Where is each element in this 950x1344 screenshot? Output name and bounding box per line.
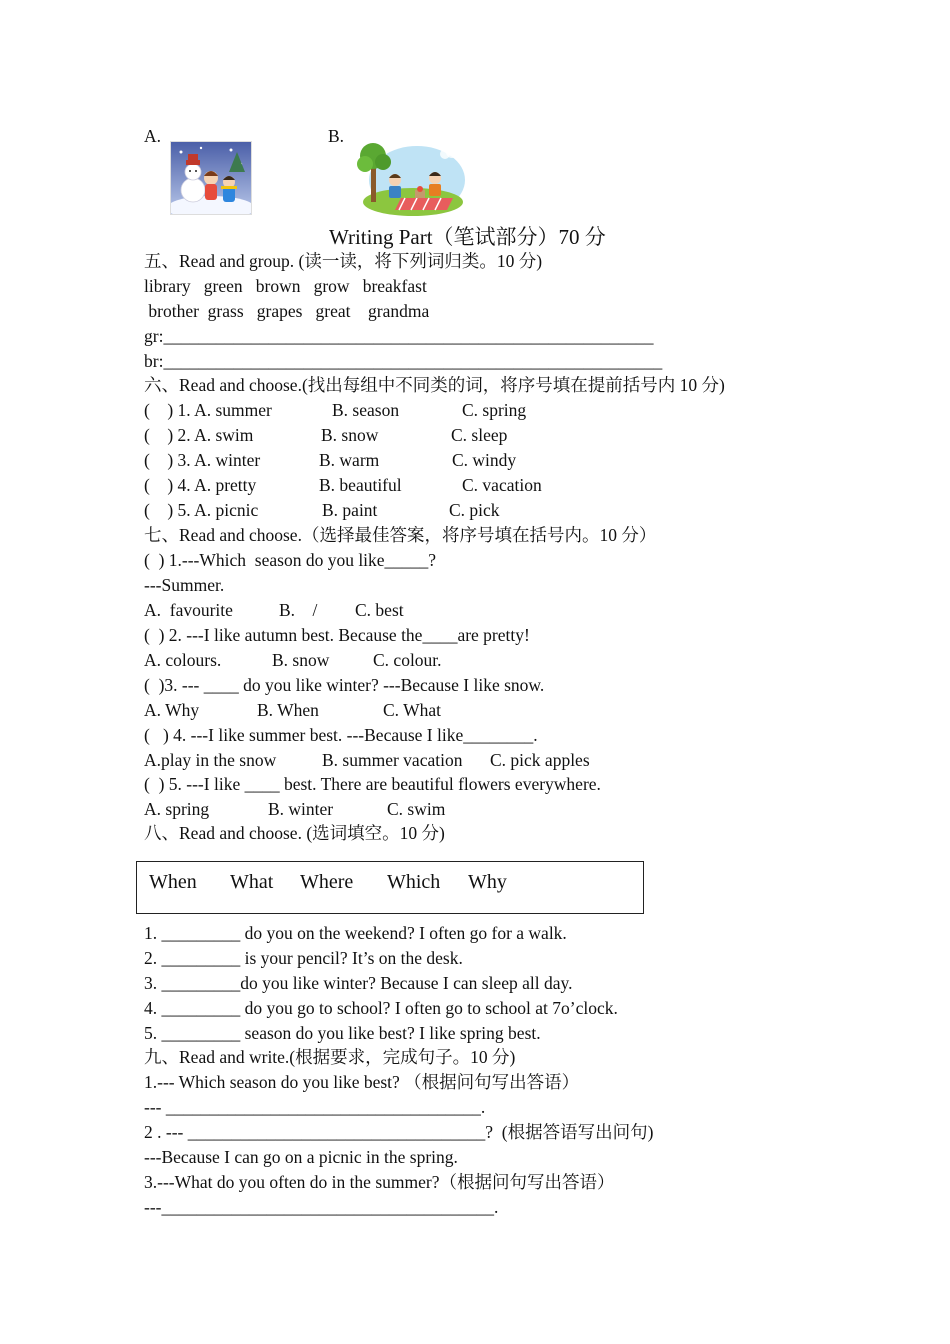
s7-q2-option-b: B. snow: [272, 650, 330, 670]
s7-question-2: ( ) 2. ---I like autumn best. Because the____are pretty!: [144, 625, 530, 645]
s7-q2-option-c: C. colour.: [373, 650, 442, 670]
s6-item-3: ( ) 3. A. winter: [144, 450, 261, 470]
s9-line-6: ---______________________________________.: [144, 1197, 499, 1217]
section-8-heading: 八、Read and choose. (选词填空。10 分): [144, 823, 445, 843]
section-6-heading: 六、Read and choose.(找出每组中不同类的词，将序号填在提前括号内 10 分): [144, 375, 725, 395]
s6-item-2: ( ) 2. A. swim: [144, 425, 254, 445]
s7-q3-option-b: B. When: [257, 700, 319, 720]
s8-item-5: 5. _________ season do you like best? I like spring best.: [144, 1023, 541, 1043]
s8-item-1: 1. _________ do you on the weekend? I often go for a walk.: [144, 923, 567, 943]
word-bank-where: Where: [300, 871, 354, 893]
s7-q4-option-b: B. summer vacation: [322, 750, 463, 770]
s7-q1-option-a: A. favourite: [144, 600, 233, 620]
s7-q1-option-b: B. /: [279, 600, 318, 620]
s6-item-5-option-c: C. pick: [449, 500, 500, 520]
s7-question-1: ( ) 1.---Which season do you like_____?: [144, 550, 437, 570]
s7-question-3: ( )3. --- ____ do you like winter? ---Because I like snow.: [144, 675, 545, 695]
section-7-heading: 七、Read and choose.（选择最佳答案，将序号填在括号内。10 分）: [144, 525, 657, 545]
s6-item-3-option-c: C. windy: [452, 450, 517, 470]
s7-q4-option-c: C. pick apples: [490, 750, 590, 770]
s9-line-2: --- ____________________________________.: [144, 1097, 486, 1117]
s8-item-2: 2. _________ is your pencil? It’s on the desk.: [144, 948, 463, 968]
s6-item-1-option-c: C. spring: [462, 400, 527, 420]
word-list-line-2: brother grass grapes great grandma: [144, 301, 430, 321]
word-bank-when: When: [149, 871, 197, 893]
s6-item-4: ( ) 4. A. pretty: [144, 475, 257, 495]
s9-line-1: 1.--- Which season do you like best? （根据问句写出答语）: [144, 1072, 580, 1092]
s7-q5-option-a: A. spring: [144, 799, 210, 819]
s7-q4-option-a: A.play in the snow: [144, 750, 277, 770]
word-bank-which: Which: [387, 871, 441, 893]
s6-item-3-option-b: B. warm: [319, 450, 380, 470]
s7-q5-option-c: C. swim: [387, 799, 446, 819]
spring-picnic-picture: [357, 140, 465, 218]
s7-q2-option-a: A. colours.: [144, 650, 222, 670]
s6-item-5: ( ) 5. A. picnic: [144, 500, 259, 520]
s6-item-4-option-b: B. beautiful: [319, 475, 402, 495]
s6-item-2-option-b: B. snow: [321, 425, 379, 445]
s7-q3-option-a: A. Why: [144, 700, 200, 720]
s6-item-1: ( ) 1. A. summer: [144, 400, 272, 420]
s6-item-5-option-b: B. paint: [322, 500, 378, 520]
br-answer-line: br:_________________________________________________________: [144, 351, 663, 371]
word-bank-box: [136, 861, 644, 914]
s6-item-1-option-b: B. season: [332, 400, 400, 420]
s9-line-5: 3.---What do you often do in the summer?（根据问句写出答语）: [144, 1172, 615, 1192]
s9-line-3: 2 . --- __________________________________? (根据答语写出问句): [144, 1122, 654, 1142]
page-title: Writing Part（笔试部分）70 分: [329, 225, 606, 249]
winter-snowman-picture: [170, 141, 252, 215]
s7-q5-option-b: B. winter: [268, 799, 334, 819]
word-bank-why: Why: [468, 871, 507, 893]
gr-answer-line: gr:________________________________________________________: [144, 326, 654, 346]
s6-item-2-option-c: C. sleep: [451, 425, 508, 445]
s7-question-4: ( ) 4. ---I like summer best. ---Because I like________.: [144, 725, 538, 745]
section-5-heading: 五、Read and group. (读一读，将下列词归类。10 分): [144, 251, 543, 271]
s7-question-1-answer: ---Summer.: [144, 575, 225, 595]
option-b-label: B.: [328, 126, 345, 146]
s7-question-5: ( ) 5. ---I like ____ best. There are beautiful flowers everywhere.: [144, 774, 601, 794]
s9-line-4: ---Because I can go on a picnic in the spring.: [144, 1147, 458, 1167]
s8-item-4: 4. _________ do you go to school? I often go to school at 7o’clock.: [144, 998, 618, 1018]
s6-item-4-option-c: C. vacation: [462, 475, 542, 495]
option-a-label: A.: [144, 126, 162, 146]
s7-q1-option-c: C. best: [355, 600, 404, 620]
section-9-heading: 九、Read and write.(根据要求，完成句子。10 分): [144, 1047, 516, 1067]
s7-q3-option-c: C. What: [383, 700, 442, 720]
word-bank-what: What: [230, 871, 274, 893]
word-list-line-1: library green brown grow breakfast: [144, 276, 427, 296]
s8-item-3: 3. _________do you like winter? Because I can sleep all day.: [144, 973, 573, 993]
